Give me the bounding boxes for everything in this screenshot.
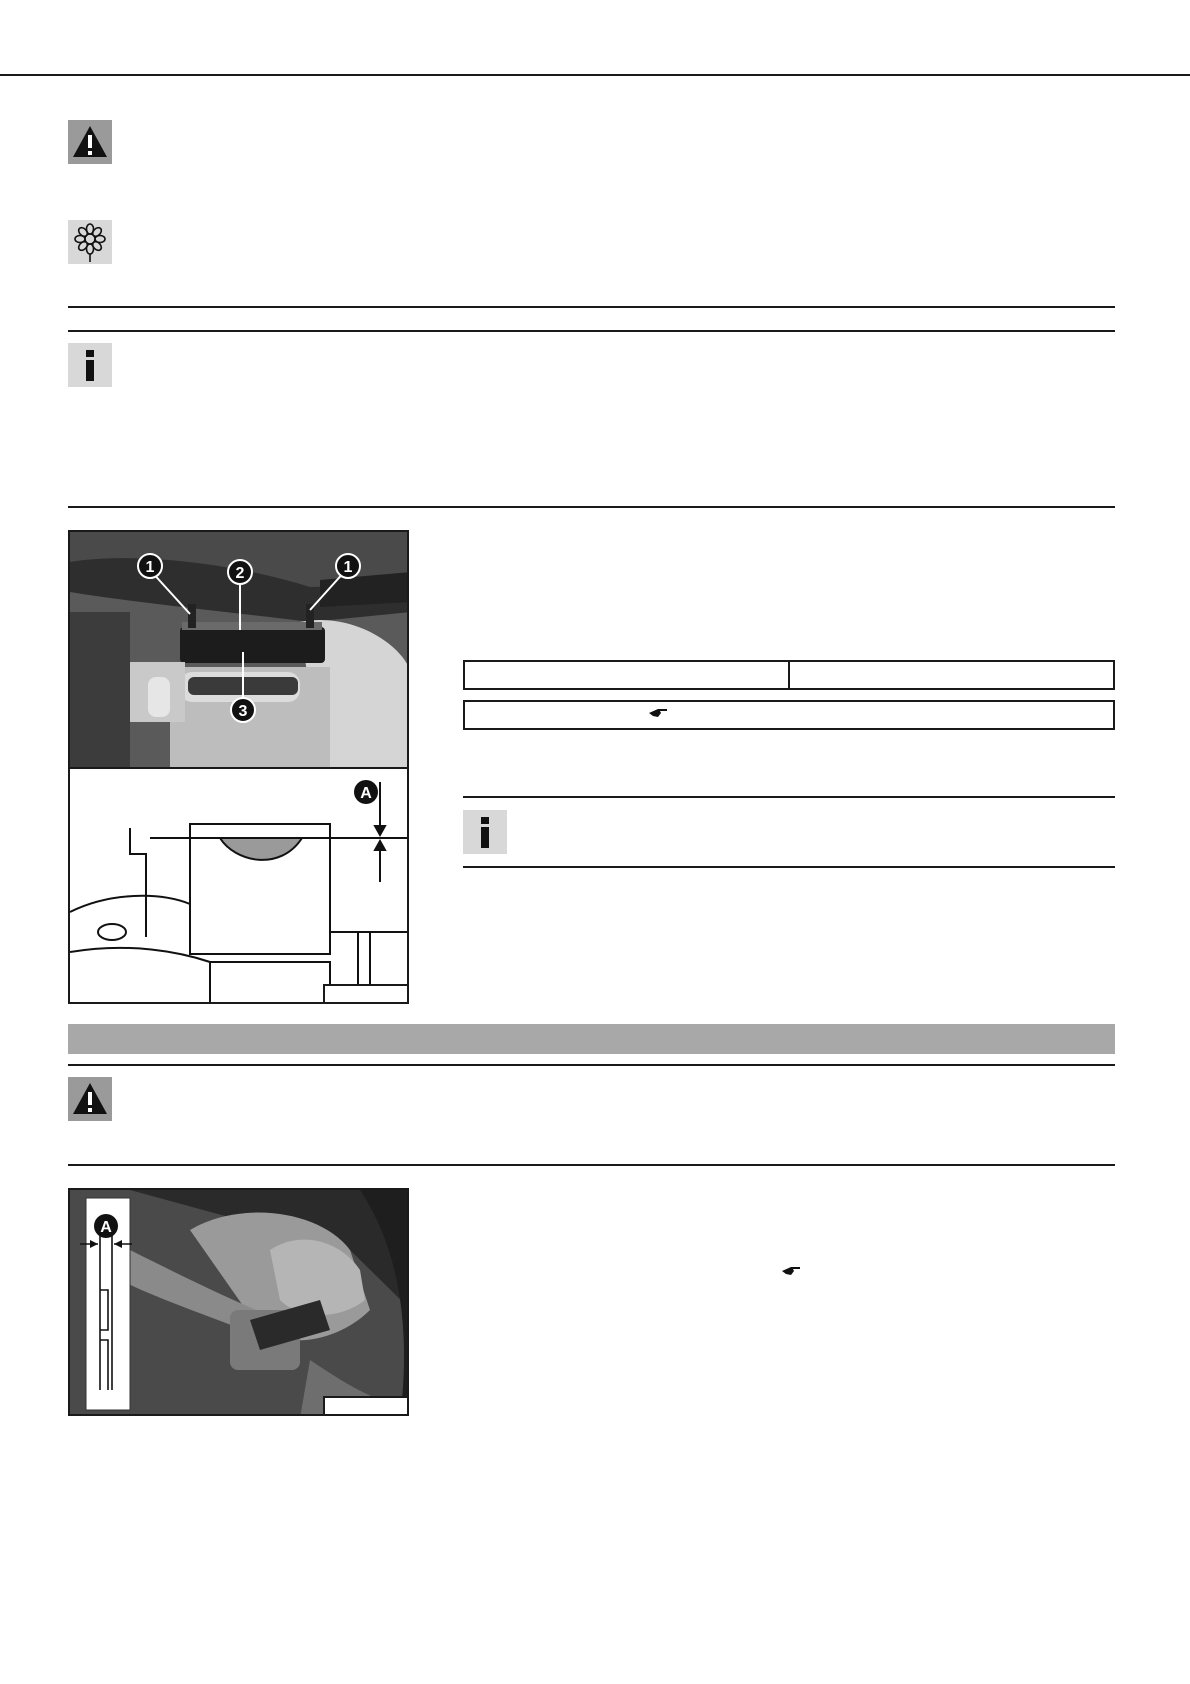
note-rule bbox=[463, 796, 1115, 798]
svg-text:1: 1 bbox=[343, 559, 353, 576]
brake-pad-figure bbox=[68, 1188, 409, 1416]
warning-triangle-icon bbox=[68, 1077, 112, 1121]
hand-pointer-icon bbox=[782, 1266, 800, 1276]
hand-pointer-icon bbox=[649, 708, 667, 718]
svg-text:3: 3 bbox=[238, 703, 248, 720]
reference-table-cell bbox=[463, 700, 1115, 730]
svg-text:A: A bbox=[360, 785, 372, 802]
figure-code-box bbox=[323, 984, 407, 1002]
flower-environment-icon bbox=[68, 220, 112, 264]
info-icon bbox=[68, 343, 112, 387]
header-rule bbox=[0, 74, 1190, 76]
section-rule bbox=[68, 306, 1115, 308]
section-rule bbox=[68, 330, 1115, 332]
figure-code-box bbox=[323, 1396, 407, 1414]
section-rule bbox=[68, 1064, 1115, 1066]
section-heading-band bbox=[68, 1024, 1115, 1054]
section-rule bbox=[68, 506, 1115, 508]
warning-triangle-icon bbox=[68, 120, 112, 164]
note-rule bbox=[463, 866, 1115, 868]
svg-text:2: 2 bbox=[235, 565, 245, 582]
section-rule bbox=[68, 1164, 1115, 1166]
svg-text:1: 1 bbox=[145, 559, 155, 576]
info-icon bbox=[463, 810, 507, 854]
spec-table-cell bbox=[788, 660, 1115, 690]
svg-text:A: A bbox=[100, 1219, 112, 1236]
brake-reservoir-figure bbox=[68, 530, 409, 1004]
spec-table-cell bbox=[463, 660, 790, 690]
